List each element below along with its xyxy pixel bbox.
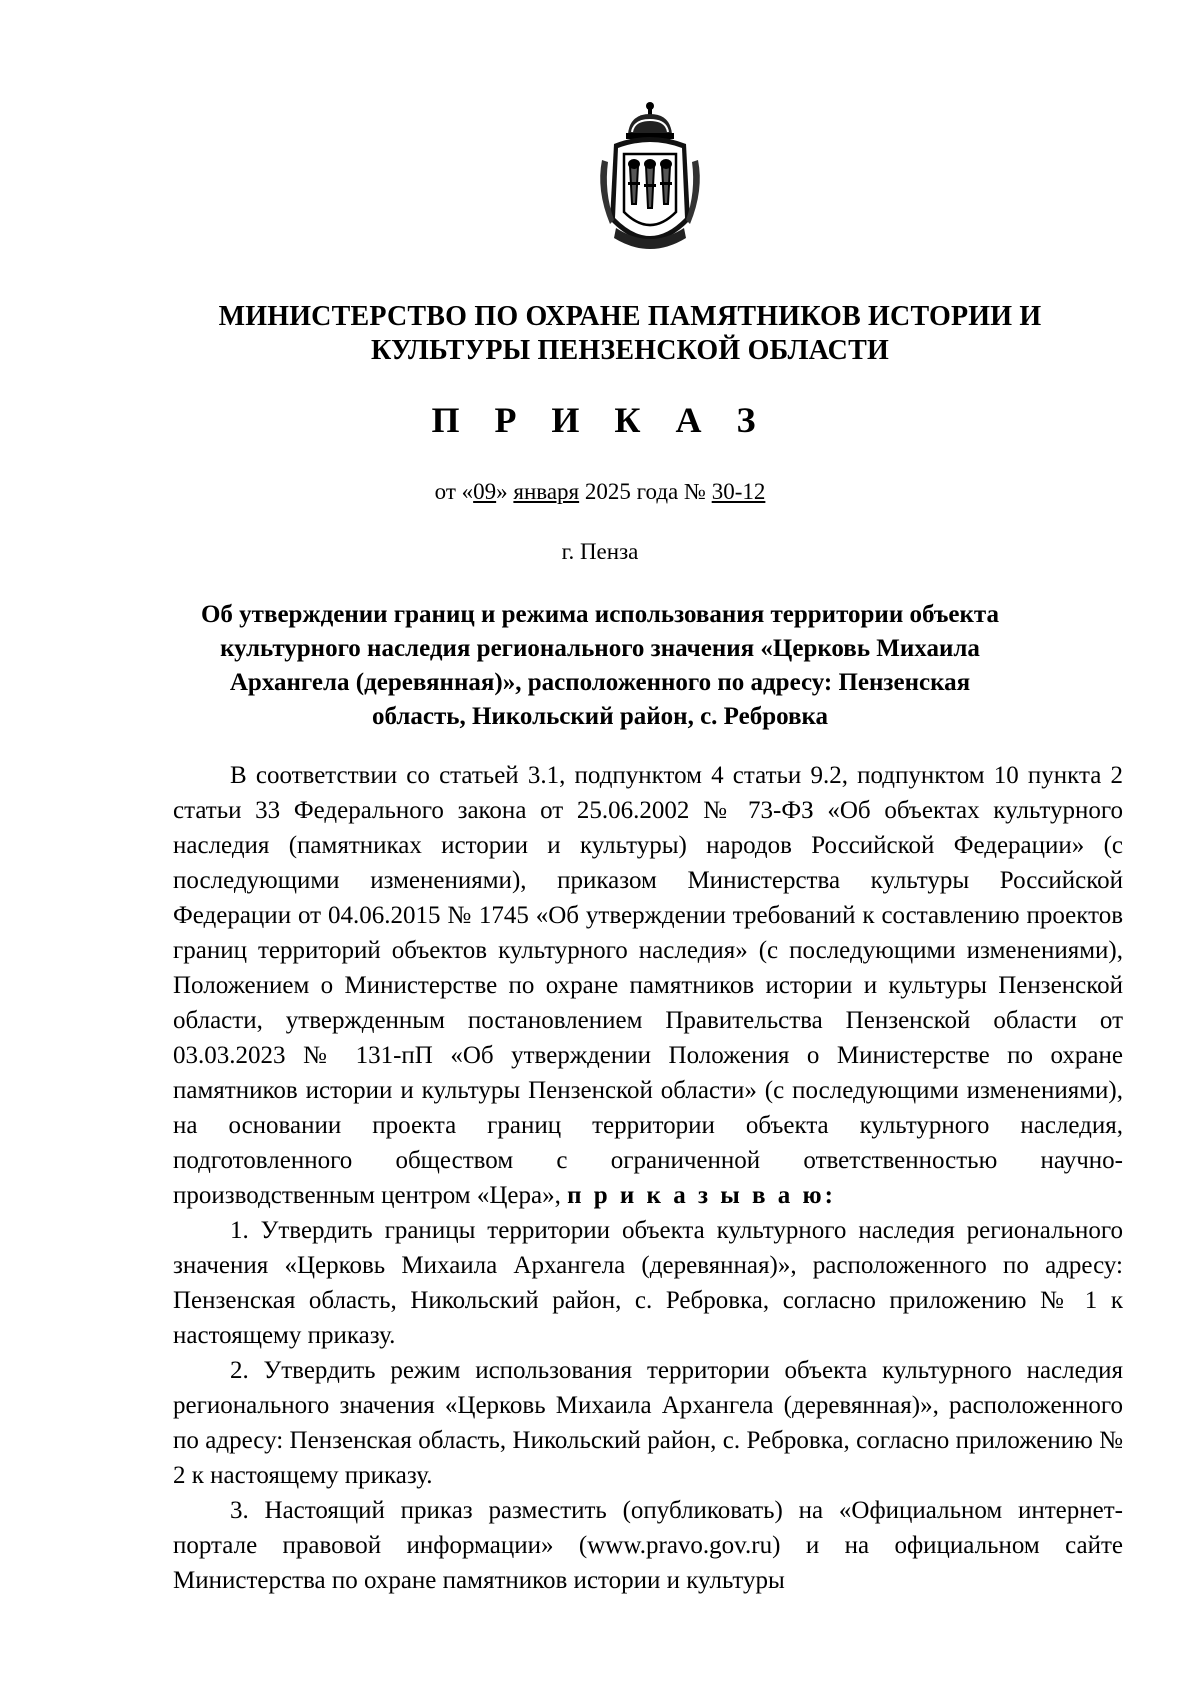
date-year: 2025 года № [579, 479, 712, 504]
date-day: 09 [473, 479, 497, 504]
ministry-line-1: МИНИСТЕРСТВО ПО ОХРАНЕ ПАМЯТНИКОВ ИСТОРИИ И [218, 301, 1042, 332]
document-subject: Об утверждении границ и режима использования территории объекта культурного наследия регионального значения «Церковь Михаила Архангела (деревянная)», расположенного по адресу: Пензенская область, Никольский район, с. Ребровка [200, 601, 1000, 730]
order-item: 2. Утвердить режим использования территории объекта культурного наследия регионального значения «Церковь Михаила Архангела (деревянная)», расположенного по адресу: Пензенская область, Никольский район, с. Ребровка, согласно приложению № 2 к настоящему приказу. [173, 1357, 1123, 1489]
document-body [173, 758, 1123, 1598]
order-word: п р и к а з ы в а ю: [567, 1182, 836, 1209]
coat-of-arms-icon [594, 100, 706, 262]
date-mid: » [496, 479, 514, 504]
order-item: 3. Настоящий приказ разместить (опубликовать) на «Официальном интернет-портале правовой информации» (www.pravo.gov.ru) и на официальном сайте Министерства по охране памятников истории и культуры [173, 1497, 1123, 1594]
date-prefix: от « [434, 479, 474, 504]
preamble-text: В соответствии со статьей 3.1, подпунктом 4 статьи 9.2, подпунктом 10 пункта 2 статьи 33 Федерального закона от 25.06.2002 № 73-ФЗ «Об объектах культурного наследия (памятниках истории и культуры) народов Российской Федерации» (с последующими изменениями), приказом Министерства культуры Российской Федерации от 04.06.2015 № 1745 «Об утверждении требований к составлению проектов границ территорий объектов культурного наследия» (с последующими изменениями), Положением о Министерстве по охране памятников истории и культуры Пензенской области, утвержденным постановлением Правительства Пензенской области от 03.03.2023 № 131-пП «Об утверждении Положения о Министерстве по охране памятников истории и культуры Пензенской области» (с последующими изменениями), на основании проекта границ территории объекта культурного наследия, подготовленного обществом с ограниченной ответственностью научно-производственным центром «Цера», [173, 762, 1123, 1209]
city-line: г. Пенза [561, 539, 639, 564]
ministry-name [160, 300, 1100, 368]
document-number: 30-12 [711, 479, 766, 504]
ministry-line-2: КУЛЬТУРЫ ПЕНЗЕНСКОЙ ОБЛАСТИ [371, 335, 889, 366]
preamble-paragraph [173, 758, 1123, 1213]
date-number-line [160, 477, 1040, 507]
document-type-title: П Р И К А З [431, 400, 769, 440]
date-month: января [513, 479, 580, 504]
order-item: 1. Утвердить границы территории объекта культурного наследия регионального значения «Церковь Михаила Архангела (деревянная)», расположенного по адресу: Пензенская область, Никольский район, с. Ребровка, согласно приложению № 1 к настоящему приказу. [173, 1217, 1123, 1349]
